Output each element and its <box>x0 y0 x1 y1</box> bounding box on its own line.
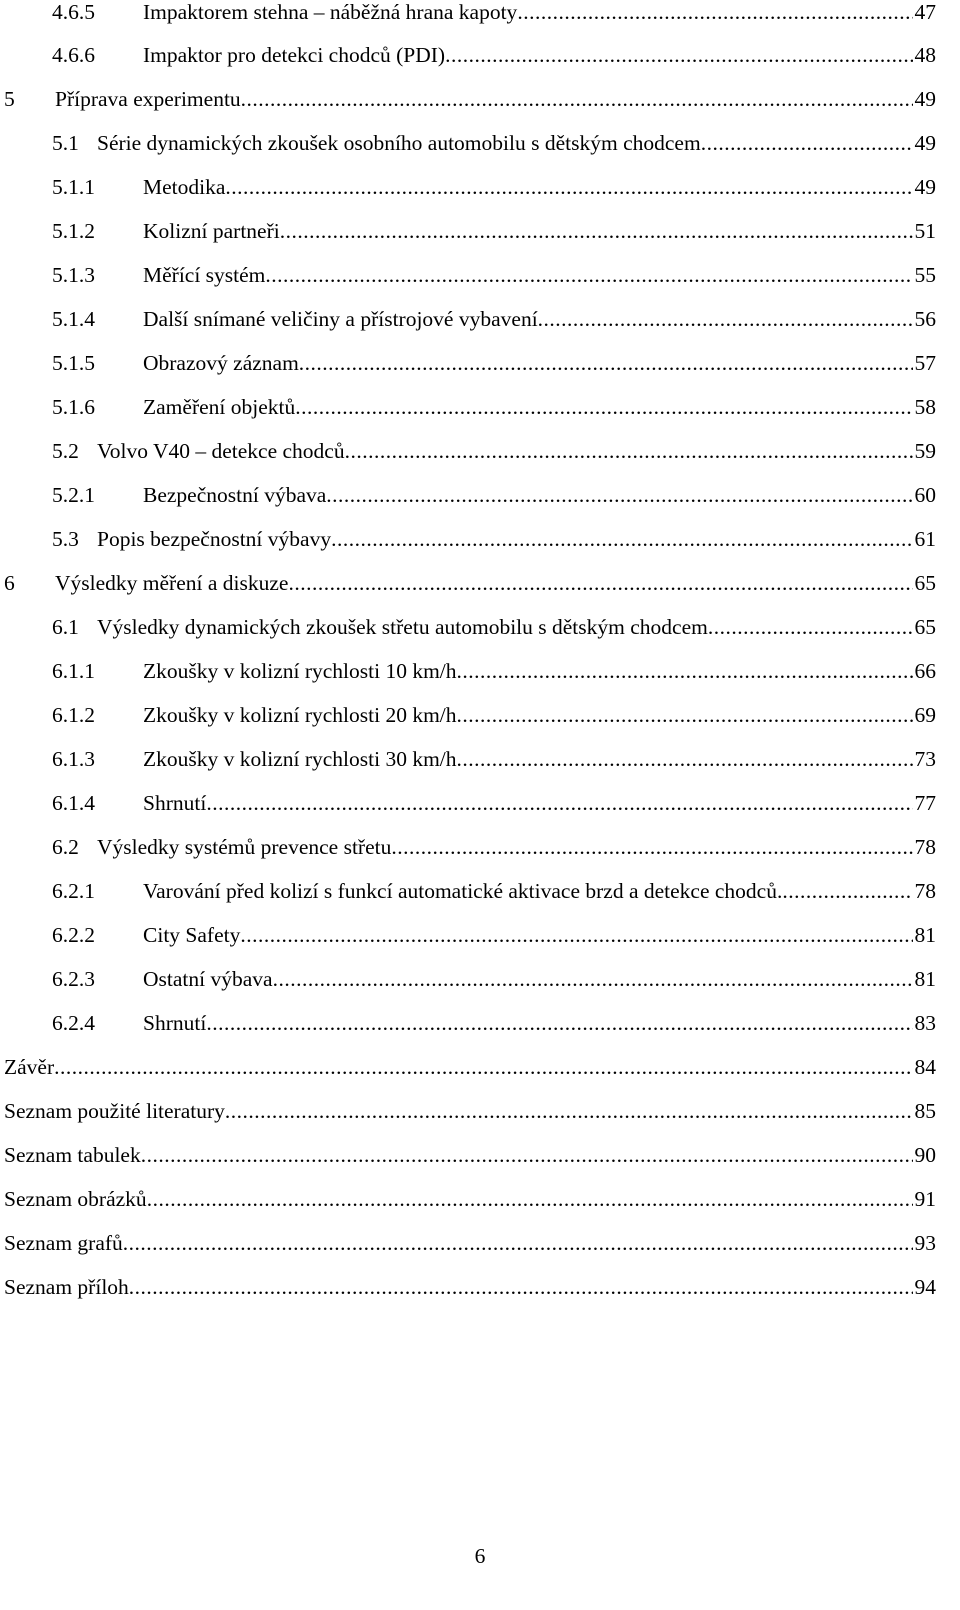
toc-entry-page: 81 <box>914 923 936 947</box>
toc-entry-number: 5.1.3 <box>52 263 95 287</box>
toc-entry-page: 65 <box>914 571 936 595</box>
dot-leader <box>331 523 912 555</box>
toc-entry-number: 5.1.1 <box>52 175 95 199</box>
toc-entry[interactable] <box>0 39 960 71</box>
dot-leader <box>445 39 912 71</box>
toc-entry[interactable] <box>0 1051 960 1083</box>
dot-leader <box>517 0 912 28</box>
toc-entry-page: 93 <box>914 1231 936 1255</box>
toc-entry-number: 6 <box>4 571 15 595</box>
toc-entry[interactable] <box>0 919 960 951</box>
dot-leader <box>147 1183 913 1215</box>
toc-entry[interactable] <box>0 303 960 335</box>
toc-entry[interactable] <box>0 215 960 247</box>
toc-entry-number: 6.1.4 <box>52 791 95 815</box>
dot-leader <box>538 303 913 335</box>
toc-entry[interactable] <box>0 787 960 819</box>
dot-leader <box>206 787 912 819</box>
toc-entry[interactable] <box>0 1271 960 1303</box>
dot-leader <box>299 347 913 379</box>
toc-entry-title: Impaktorem stehna – náběžná hrana kapoty <box>143 0 518 24</box>
toc-entry[interactable] <box>0 171 960 203</box>
toc-entry-page: 78 <box>914 835 936 859</box>
dot-leader <box>273 963 913 995</box>
toc-entry-number: 5.2.1 <box>52 483 95 507</box>
toc-entry-title: Příprava experimentu <box>55 87 241 111</box>
toc-entry-title: Zkoušky v kolizní rychlosti 20 km/h <box>143 703 457 727</box>
toc-entry-title: Měřící systém <box>143 263 266 287</box>
toc-entry-title: City Safety <box>143 923 241 947</box>
toc-entry[interactable] <box>0 699 960 731</box>
toc-entry[interactable] <box>0 1007 960 1039</box>
toc-entry-number: 6.2.2 <box>52 923 95 947</box>
dot-leader <box>345 435 913 467</box>
toc-entry-title: Metodika <box>143 175 226 199</box>
toc-entry-number: 5.1 <box>52 131 79 155</box>
toc-entry-page: 61 <box>914 527 936 551</box>
toc-entry-title: Obrazový záznam <box>143 351 299 375</box>
toc-entry-page: 49 <box>914 131 936 155</box>
dot-leader <box>708 611 913 643</box>
toc-entry-title: Shrnutí <box>143 1011 207 1035</box>
toc-entry-page: 47 <box>914 0 936 24</box>
dot-leader <box>240 919 912 951</box>
toc-entry-title: Série dynamických zkoušek osobního automobilu s dětským chodcem <box>97 131 701 155</box>
dot-leader <box>701 127 913 159</box>
toc-entry-title: Výsledky dynamických zkoušek střetu automobilu s dětským chodcem <box>97 615 708 639</box>
toc-entry-number: 6.2 <box>52 835 79 859</box>
dot-leader <box>129 1271 913 1303</box>
dot-leader <box>141 1139 913 1171</box>
toc-entry-page: 77 <box>914 791 936 815</box>
toc-entry-number: 6.1.3 <box>52 747 95 771</box>
toc-entry-page: 51 <box>914 219 936 243</box>
toc-entry-page: 55 <box>914 263 936 287</box>
dot-leader <box>295 391 912 423</box>
toc-entry[interactable] <box>0 435 960 467</box>
toc-entry-number: 4.6.5 <box>52 0 95 24</box>
toc-entry-page: 73 <box>914 747 936 771</box>
toc-entry[interactable] <box>0 479 960 511</box>
toc-entry-page: 91 <box>914 1187 936 1211</box>
toc-entry-title: Závěr <box>4 1055 55 1079</box>
toc-entry[interactable] <box>0 0 960 28</box>
toc-entry[interactable] <box>0 259 960 291</box>
dot-leader <box>225 171 912 203</box>
toc-entry-number: 6.2.4 <box>52 1011 95 1035</box>
toc-entry[interactable] <box>0 127 960 159</box>
toc-entry[interactable] <box>0 1139 960 1171</box>
toc-entry-page: 81 <box>914 967 936 991</box>
toc-entry-title: Zkoušky v kolizní rychlosti 10 km/h <box>143 659 457 683</box>
toc-entry-page: 78 <box>914 879 936 903</box>
toc-entry-page: 60 <box>914 483 936 507</box>
toc-entry[interactable] <box>0 567 960 599</box>
toc-entry[interactable] <box>0 391 960 423</box>
toc-entry-title: Volvo V40 – detekce chodců <box>97 439 345 463</box>
toc-entry-number: 6.2.3 <box>52 967 95 991</box>
toc-entry[interactable] <box>0 963 960 995</box>
toc-entry[interactable] <box>0 875 960 907</box>
toc-entry-title: Shrnutí <box>143 791 207 815</box>
toc-entry-number: 4.6.6 <box>52 43 95 67</box>
toc-entry-page: 94 <box>914 1275 936 1299</box>
toc-entry-page: 84 <box>914 1055 936 1079</box>
dot-leader <box>288 567 912 599</box>
toc-entry-page: 66 <box>914 659 936 683</box>
dot-leader <box>391 831 912 863</box>
toc-entry-title: Seznam použité literatury <box>4 1099 225 1123</box>
toc-entry-title: Impaktor pro detekci chodců (PDI) <box>143 43 446 67</box>
toc-entry-number: 5 <box>4 87 15 111</box>
toc-entry-title: Ostatní výbava <box>143 967 273 991</box>
toc-entry-page: 59 <box>914 439 936 463</box>
toc-entry-page: 57 <box>914 351 936 375</box>
toc-entry-title: Zaměření objektů <box>143 395 296 419</box>
toc-entry-number: 5.1.5 <box>52 351 95 375</box>
toc-entry-number: 6.1 <box>52 615 79 639</box>
toc-entry-title: Další snímané veličiny a přístrojové vybavení <box>143 307 538 331</box>
toc-entry-page: 48 <box>914 43 936 67</box>
toc-entry-title: Seznam tabulek <box>4 1143 141 1167</box>
toc-entry-page: 85 <box>914 1099 936 1123</box>
toc-entry-page: 58 <box>914 395 936 419</box>
toc-entry-title: Zkoušky v kolizní rychlosti 30 km/h <box>143 747 457 771</box>
toc-entry[interactable] <box>0 655 960 687</box>
toc-entry-page: 83 <box>914 1011 936 1035</box>
toc-entry[interactable] <box>0 743 960 775</box>
toc-entry-title: Kolizní partneři <box>143 219 280 243</box>
dot-leader <box>326 479 912 511</box>
toc-entry-title: Popis bezpečnostní výbavy <box>97 527 332 551</box>
dot-leader <box>206 1007 912 1039</box>
dot-leader <box>782 875 912 907</box>
toc-entry-number: 5.1.2 <box>52 219 95 243</box>
toc-entry-title: Varování před kolizí s funkcí automatické aktivace brzd a detekce chodců. <box>143 879 783 903</box>
toc-entry-title: Seznam obrázků <box>4 1187 147 1211</box>
toc-entry[interactable] <box>0 611 960 643</box>
toc-entry-number: 5.1.6 <box>52 395 95 419</box>
toc-entry-number: 6.2.1 <box>52 879 95 903</box>
dot-leader <box>54 1051 912 1083</box>
dot-leader <box>241 83 913 115</box>
toc-entry-page: 56 <box>914 307 936 331</box>
toc-entry-page: 49 <box>914 175 936 199</box>
toc-entry[interactable] <box>0 347 960 379</box>
toc-entry[interactable] <box>0 831 960 863</box>
toc-entry-page: 69 <box>914 703 936 727</box>
toc-entry-title: Výsledky měření a diskuze <box>55 571 289 595</box>
toc-entry-title: Seznam příloh <box>4 1275 129 1299</box>
dot-leader <box>265 259 912 291</box>
dot-leader <box>280 215 913 247</box>
dot-leader <box>457 743 913 775</box>
toc-entry-title: Bezpečnostní výbava <box>143 483 327 507</box>
toc-entry[interactable] <box>0 1183 960 1215</box>
dot-leader <box>123 1227 913 1259</box>
toc-entry-number: 6.1.2 <box>52 703 95 727</box>
toc-entry-page: 90 <box>914 1143 936 1167</box>
toc-entry[interactable] <box>0 1227 960 1259</box>
toc-entry-number: 5.1.4 <box>52 307 95 331</box>
dot-leader <box>457 655 913 687</box>
toc-entry[interactable] <box>0 523 960 555</box>
page-number: 6 <box>474 1544 486 1568</box>
dot-leader <box>225 1095 913 1127</box>
toc-entry-number: 5.2 <box>52 439 79 463</box>
toc-entry-title: Seznam grafů <box>4 1231 123 1255</box>
toc-entry[interactable] <box>0 83 960 115</box>
dot-leader <box>457 699 913 731</box>
toc-entry-page: 49 <box>914 87 936 111</box>
toc-entry-number: 5.3 <box>52 527 79 551</box>
toc-entry-title: Výsledky systémů prevence střetu <box>97 835 392 859</box>
toc-entry-page: 65 <box>914 615 936 639</box>
toc-entry[interactable] <box>0 1095 960 1127</box>
toc-entry-number: 6.1.1 <box>52 659 95 683</box>
